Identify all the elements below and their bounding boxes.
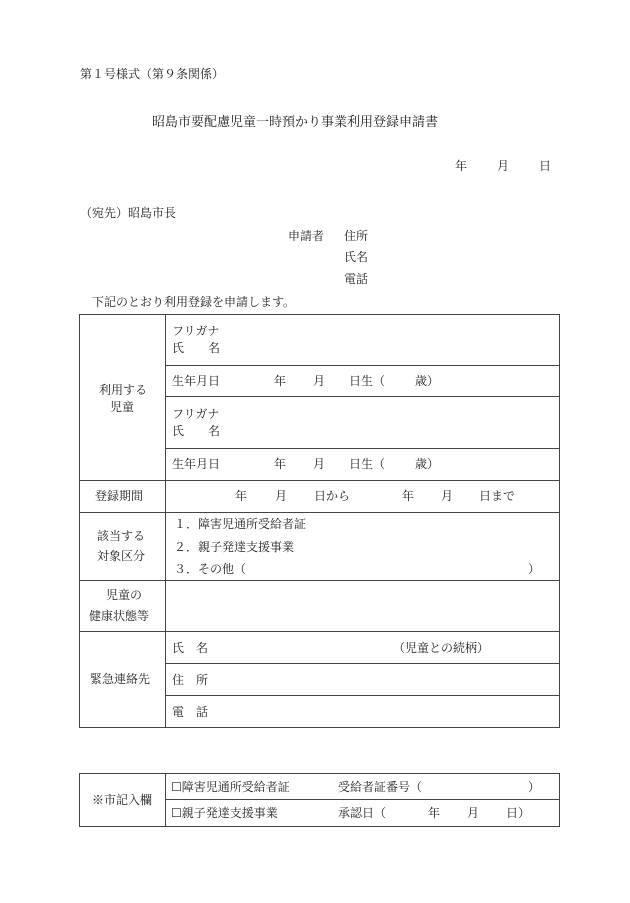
child2-birth-day: 日生（ [349,457,386,471]
form-title: 昭島市要配慮児童一時預かり事業利用登録申請書 [152,115,439,130]
category-label-line1: 該当する [97,529,146,543]
period-from-month: 月 [275,489,288,503]
cert-number-close: ） [528,780,541,794]
date-month: 月 [497,159,510,173]
period-label: 登録期間 [95,489,144,503]
applicant-label: 申請者 [288,229,325,243]
child2-name-label: 氏 名 [172,424,221,438]
city-checkbox-certificate[interactable]: ☐障害児通所受給者証 [171,780,290,794]
emergency-phone-label: 電 話 [172,705,209,719]
health-label-line2: 健康状態等 [89,609,150,623]
form-number: 第１号様式（第９条関係） [80,67,225,81]
period-to-year: 年 [402,489,415,503]
category-item-1: １．障害児通所受給者証 [174,517,307,531]
intro-text: 下記のとおり利用登録を申請します。 [92,295,296,309]
applicant-name-label: 氏名 [344,250,369,264]
child1-birth-day: 日生（ [349,374,386,388]
addressee: （宛先）昭島市長 [80,206,177,220]
approval-month: 月 [467,806,480,820]
period-until: 日まで [479,489,516,503]
approval-year: 年 [428,806,441,820]
category-item-2: ２．親子発達支援事業 [174,540,295,554]
child2-birth-month: 月 [313,457,326,471]
child1-birth-label: 生年月日 [172,374,221,388]
category-label-line2: 対象区分 [97,549,146,563]
child1-age: 歳） [415,374,440,388]
date-day: 日 [539,159,552,173]
child2-age: 歳） [415,457,440,471]
child1-birth-year: 年 [274,374,287,388]
child2-birth-year: 年 [274,457,287,471]
emergency-name-label: 氏 名 [172,641,209,655]
approval-date-label: 承認日（ [338,806,387,820]
cert-number-label: 受給者証番号（ [338,780,423,794]
city-checkbox-parent-child[interactable]: ☐親子発達支援事業 [171,806,278,820]
child-label-line1: 利用する [99,383,148,397]
emergency-address-label: 住 所 [172,673,209,687]
health-label-line1: 児童の [106,588,143,602]
period-from: 日から [314,489,351,503]
child2-birth-label: 生年月日 [172,457,221,471]
period-from-year: 年 [235,489,248,503]
applicant-address-label: 住所 [344,229,369,243]
emergency-label: 緊急連絡先 [90,672,151,686]
child2-furigana-label: フリガナ [172,407,220,421]
approval-day: 日） [506,806,531,820]
applicant-phone-label: 電話 [344,272,369,286]
child1-furigana-label: フリガナ [172,324,220,338]
emergency-relation-label: （児童との続柄） [393,641,490,655]
city-section-label: ※市記入欄 [92,793,153,807]
period-to-month: 月 [441,489,454,503]
child1-birth-month: 月 [313,374,326,388]
category-item-3: ３．その他（ [174,562,247,576]
date-year: 年 [455,159,468,173]
child1-name-label: 氏 名 [172,341,221,355]
child-label-line2: 児童 [110,400,135,414]
category-close-paren: ） [528,562,541,576]
